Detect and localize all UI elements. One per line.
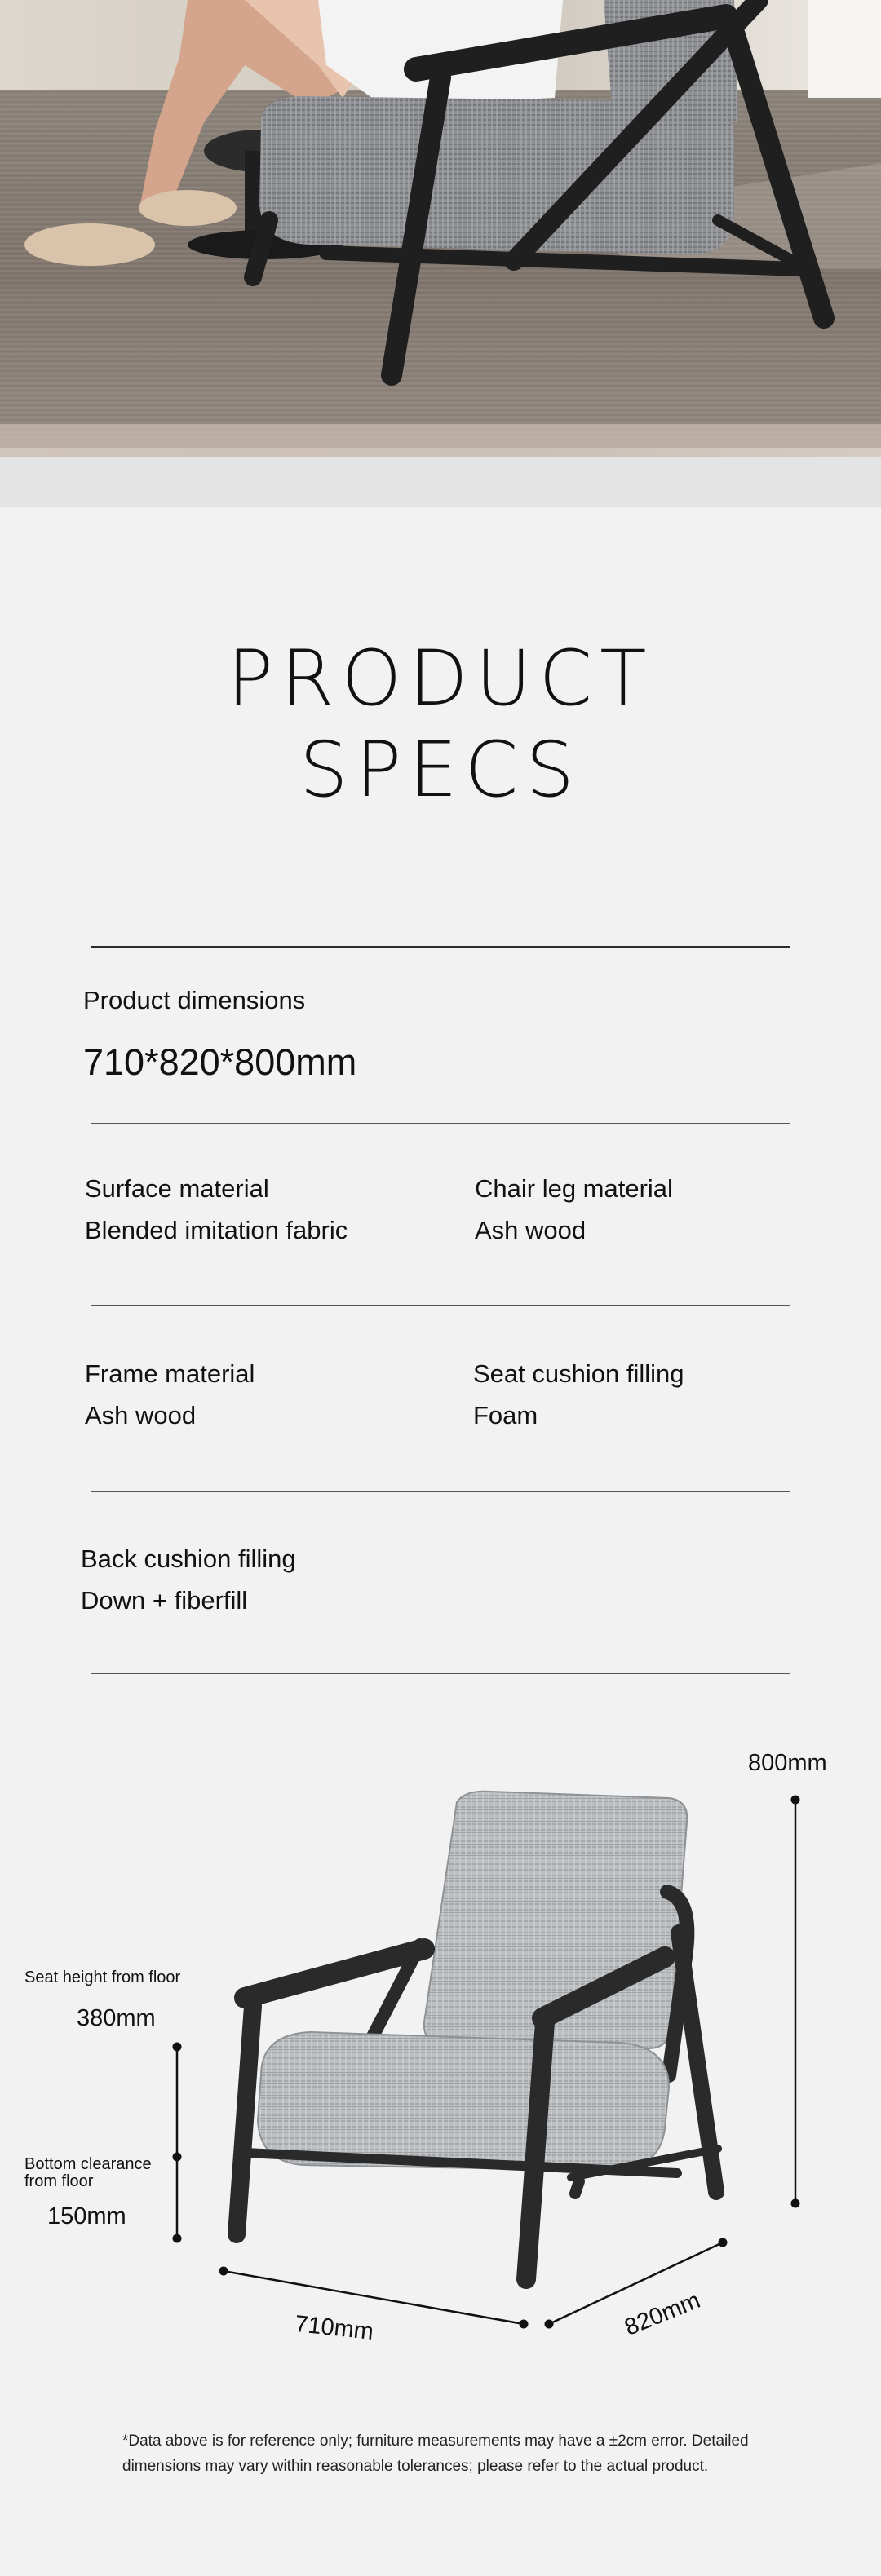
hero-photo-illustration	[0, 0, 881, 507]
height-dimension: 800mm	[748, 1750, 827, 1776]
divider	[91, 1491, 790, 1492]
spec-leg-value: Ash wood	[475, 1216, 587, 1244]
hero-photo	[0, 0, 881, 507]
footnote: *Data above is for reference only; furniture measurements may have a ±2cm error. Detailed dimensions may vary within reasonable tolerances; please refer to the actual product.	[122, 2432, 749, 2475]
spec-dimensions-value: 710*820*800mm	[83, 1041, 357, 1083]
clearance-label-line-2: from floor	[24, 2172, 94, 2190]
spec-leg-label: Chair leg material	[475, 1174, 673, 1203]
spec-seat-value: Foam	[473, 1401, 538, 1429]
depth-dimension: 820mm	[621, 2287, 704, 2341]
spec-frame-label: Frame material	[85, 1359, 255, 1388]
spec-frame-value: Ash wood	[85, 1401, 197, 1429]
clearance-label-line-1: Bottom clearance	[24, 2155, 152, 2173]
page-title-line-2: SPECS	[299, 726, 582, 815]
divider	[91, 1305, 790, 1306]
divider	[91, 1673, 790, 1674]
spec-surface-value: Blended imitation fabric	[85, 1216, 348, 1244]
divider	[91, 1123, 790, 1124]
spec-seat-label: Seat cushion filling	[473, 1359, 684, 1388]
clearance-value: 150mm	[47, 2203, 126, 2229]
seat-height-value: 380mm	[77, 2005, 156, 2031]
spec-surface-label: Surface material	[85, 1174, 269, 1203]
seat-height-label: Seat height from floor	[24, 1968, 181, 1986]
chair-dimension-drawing	[0, 1729, 881, 2365]
dimension-diagram	[0, 1729, 881, 2365]
divider	[91, 946, 790, 948]
width-dimension: 710mm	[293, 2311, 375, 2345]
spec-dimensions-label: Product dimensions	[83, 986, 306, 1014]
page-title-line-1: PRODUCT	[227, 634, 654, 723]
spec-back-value: Down + fiberfill	[81, 1586, 248, 1615]
spec-back-label: Back cushion filling	[81, 1544, 296, 1573]
